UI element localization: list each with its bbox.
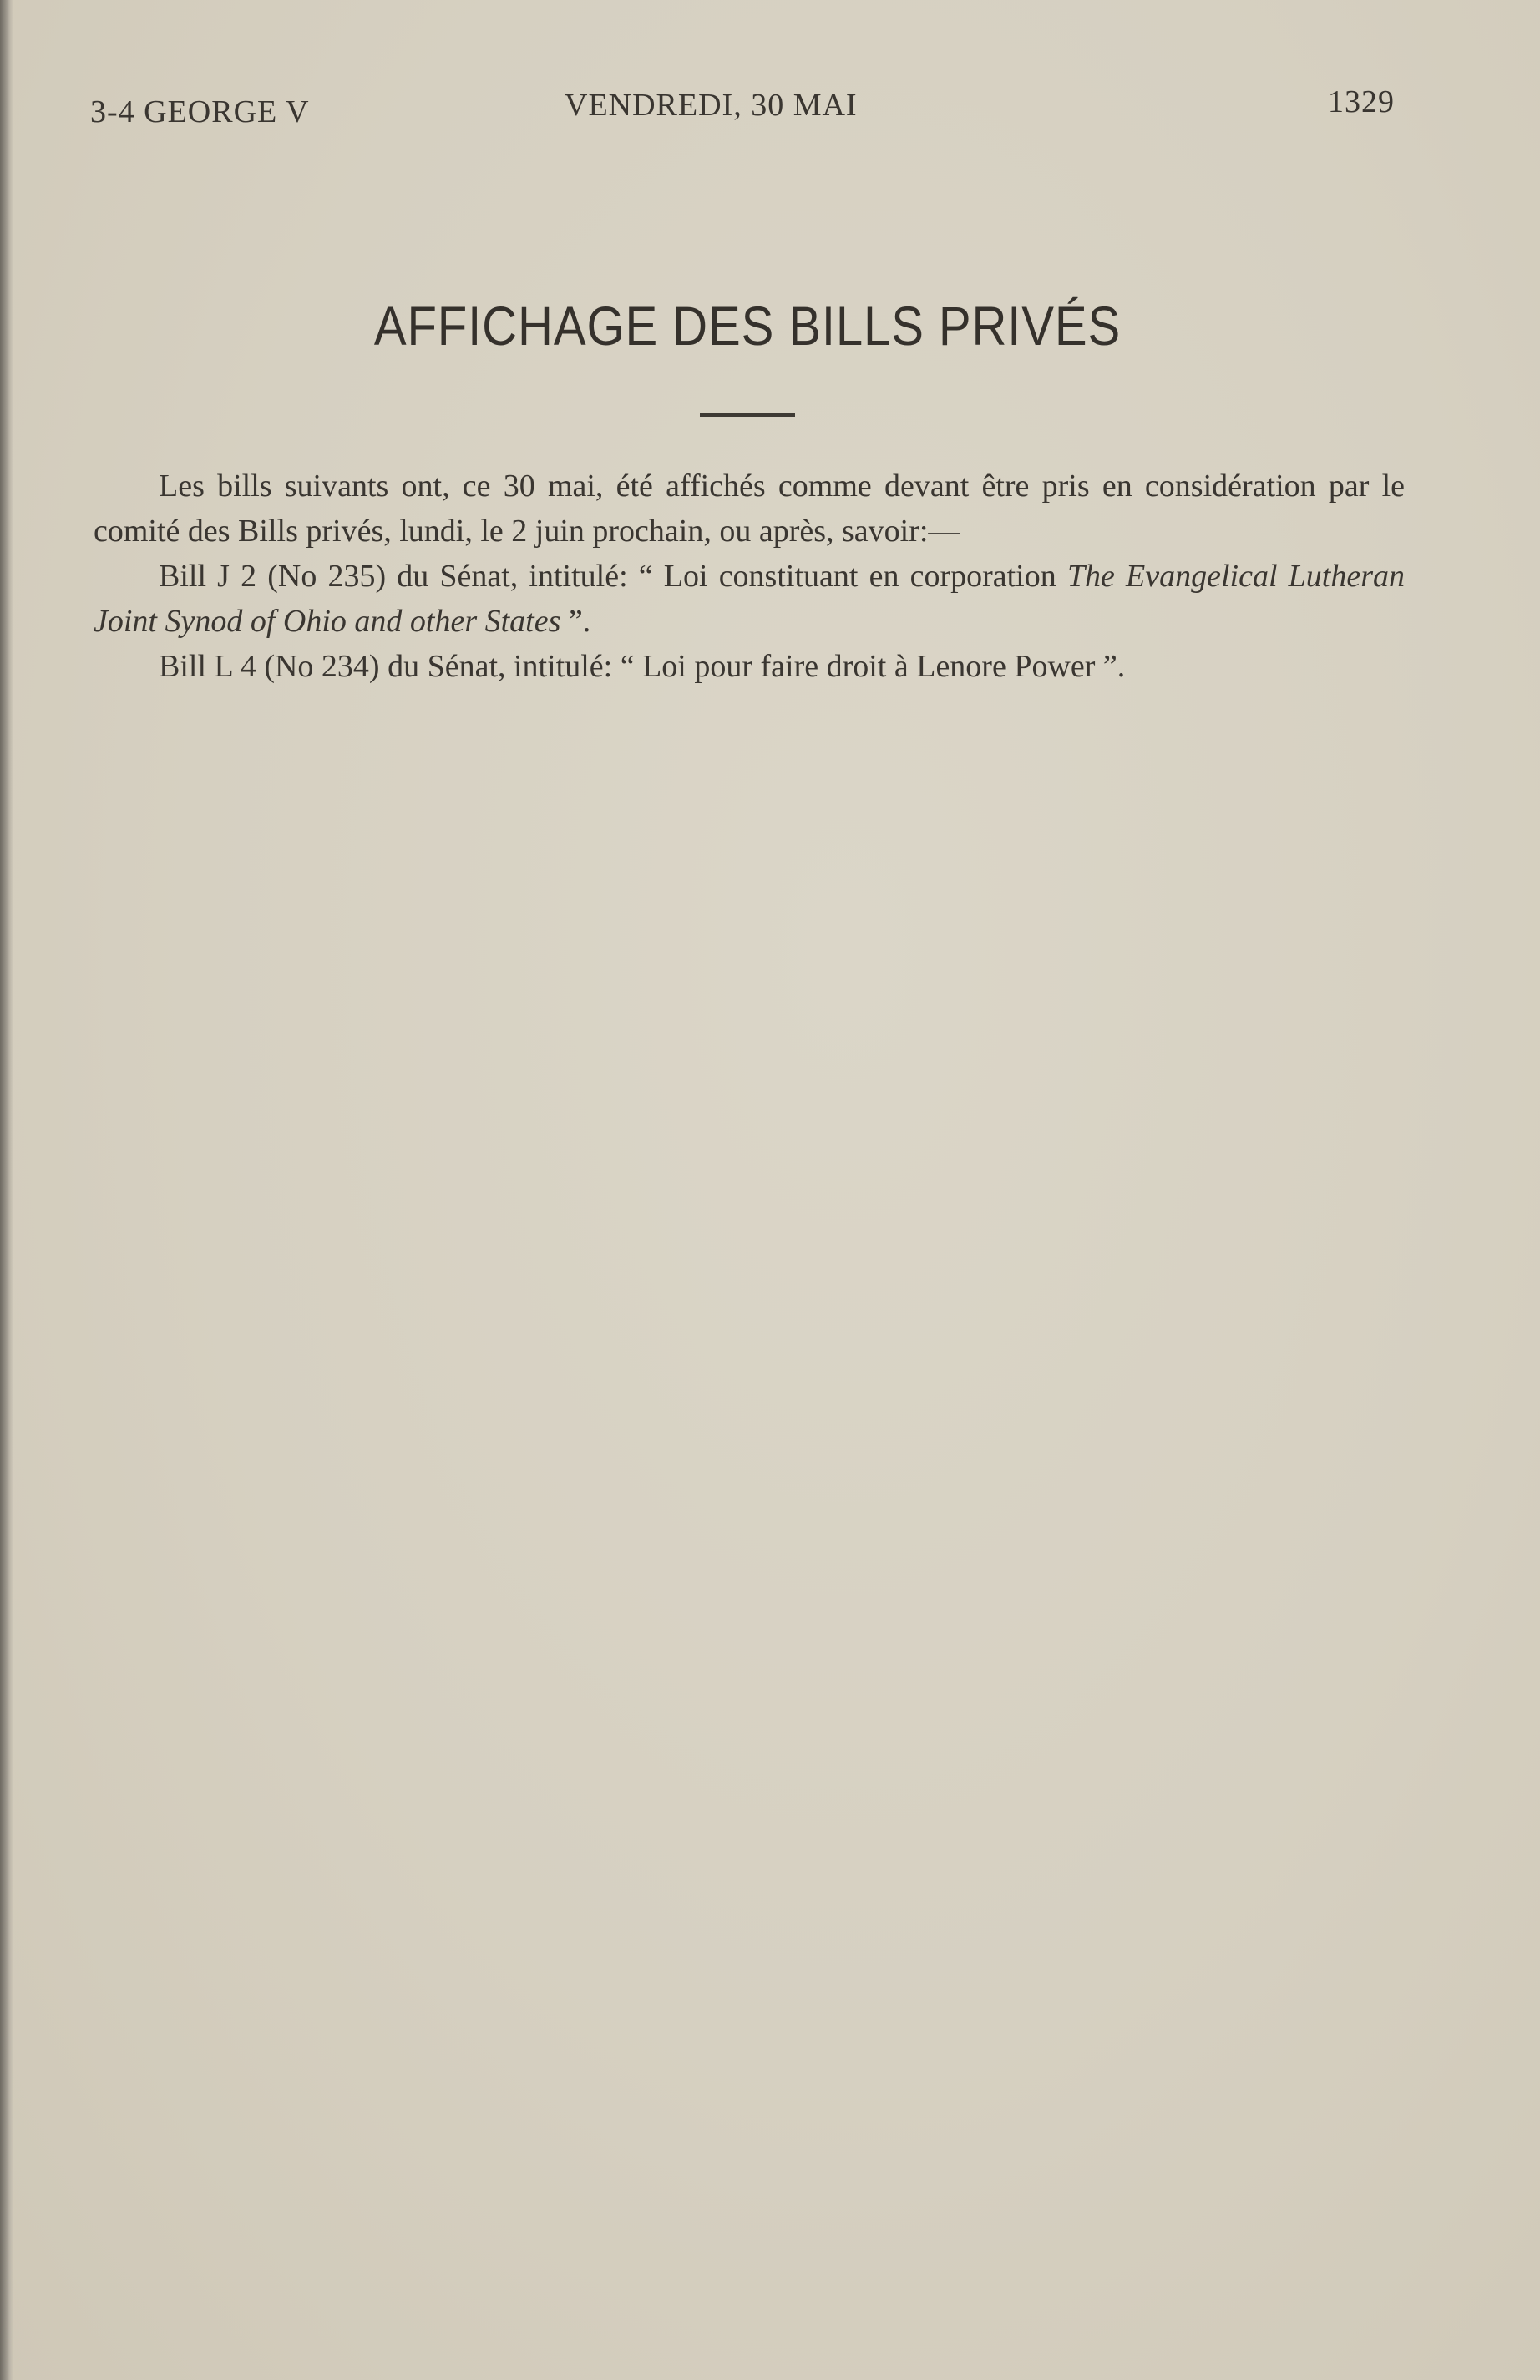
running-header [0, 84, 1540, 134]
page-title: AFFICHAGE DES BILLS PRIVÉS [373, 295, 1122, 357]
header-date: VENDREDI, 30 MAI [565, 88, 858, 123]
book-spine-shadow [0, 0, 13, 2380]
bill-j2-closing: ”. [560, 604, 591, 639]
paragraph-bill-j2 [94, 554, 1405, 644]
document-body [94, 463, 1405, 689]
paragraph-intro: Les bills suivants ont, ce 30 mai, été affichés comme devant être pris en considération par le comité des Bills privés, lundi, le 2 juin prochain, ou après, savoir:— [94, 468, 1405, 549]
bill-j2-corporation-name: The Evangelical Lutheran Joint Synod of Ohio and other States [94, 559, 1405, 639]
bill-j2-text: Bill J 2 (No 235) du Sénat, intitulé: “ Loi constituant en corporation [159, 559, 1067, 594]
header-regnal-year: 3-4 GEORGE V [90, 94, 310, 129]
page-number: 1329 [1328, 84, 1395, 119]
title-divider [700, 413, 795, 417]
paragraph-bill-l4: Bill L 4 (No 234) du Sénat, intitulé: “ Loi pour faire droit à Lenore Power ”. [159, 649, 1126, 684]
